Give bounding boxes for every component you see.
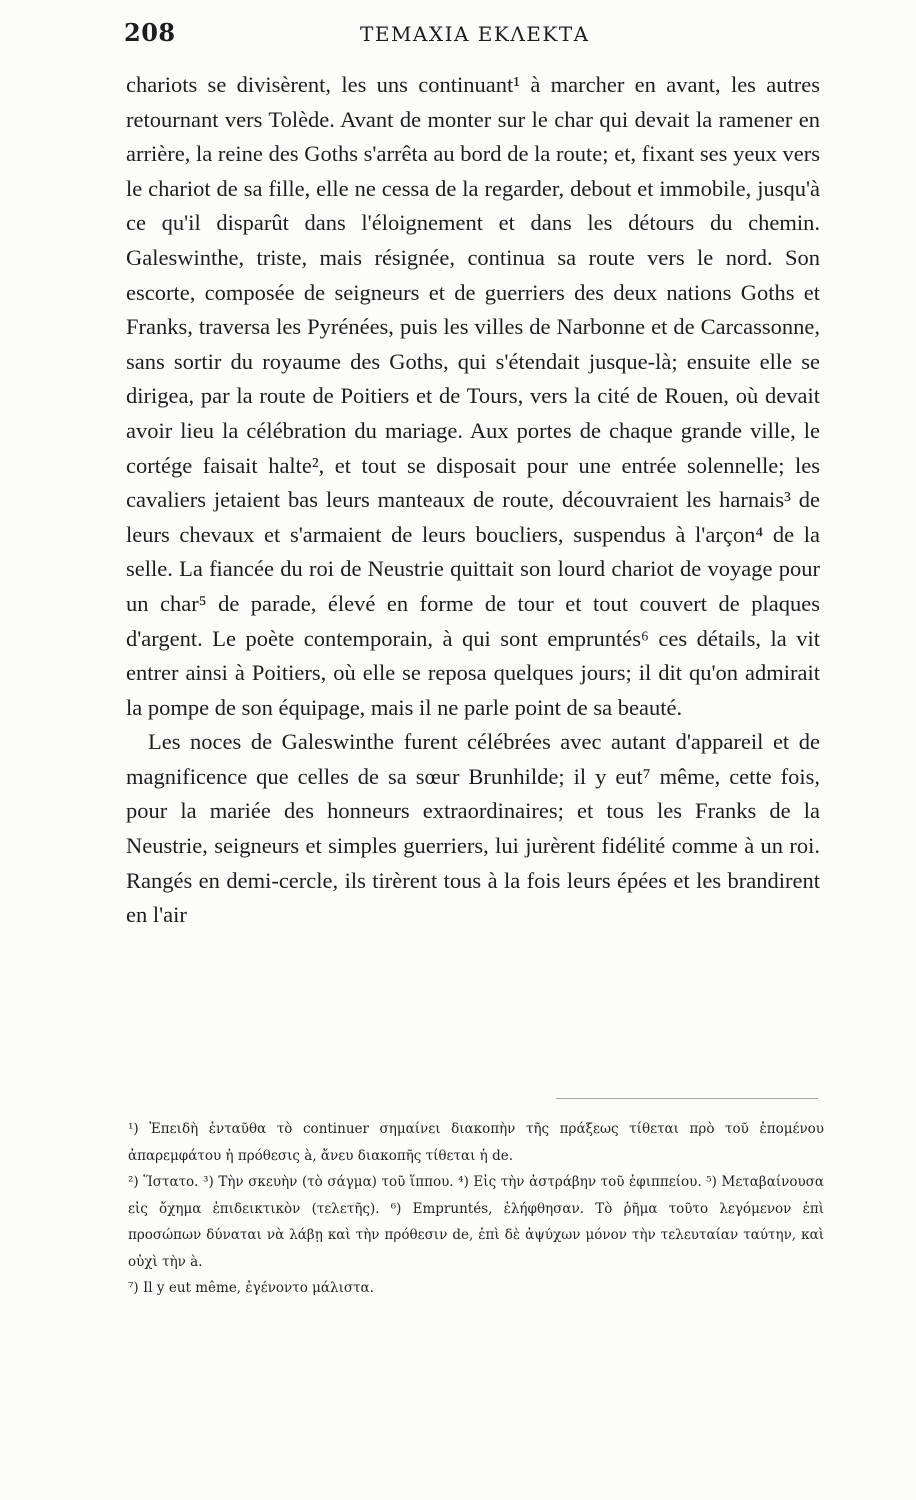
paragraph: chariots se divisèrent, les uns continuant¹ à marcher en avant, les autres retournant vers Tolède. Avant de monter sur le char qui devait la ramener en arrière, la reine des Goths s'arrêta au bord de la route; et, fixant ses yeux vers le chariot de sa fille, elle ne cessa de la regarder, debout et immobile, jusqu'à ce qu'il disparût dans l'éloignement et dans les détours du chemin. Galeswinthe, triste, mais résignée, continua sa route vers le nord. Son escorte, composée de seigneurs et de guerriers des deux nations Goths et Franks, traversa les Pyrénées, puis les villes de Narbonne et de Carcassonne, sans sortir du royaume des Goths, qui s'étendait jusque-là; ensuite elle se dirigea, par la route de Poitiers et de Tours, vers la cité de Rouen, où devait avoir lieu la célébration du mariage. Aux portes de chaque grande ville, le cortége faisait halte², et tout se disposait pour une entrée solennelle; les cavaliers jetaient bas leurs manteaux de route, découvraient les harnais³ de leurs chevaux et s'armaient de leurs boucliers, suspendus à l'arçon⁴ de la selle. La fiancée du roi de Neustrie quittait son lourd chariot de voyage pour un char⁵ de parade, élevé en forme de tour et tout couvert de plaques d'argent. Le poète contemporain, à qui sont empruntés⁶ ces détails, la vit entrer ainsi à Poitiers, où elle se reposa quelques jours; il dit qu'on admirait la pompe de son équipage, mais il ne parle point de sa beauté. <box>126 72 820 720</box>
footnote: ⁷) Il y eut même, ἐγένοντο μάλιστα. <box>128 1280 374 1296</box>
footnote-rule <box>556 1098 818 1099</box>
page-number: 208 <box>124 18 176 47</box>
paragraph: Les noces de Galeswinthe furent célébrées avec autant d'appareil et de magnificence que celles de sa sœur Brunhilde; il y eut⁷ même, cette fois, pour la mariée des honneurs extraordinaires; et tous les Franks de la Neustrie, seigneurs et simples guerriers, lui jurèrent fidélité comme à un roi. Rangés en demi-cercle, ils tirèrent tous à la fois leurs épées et les brandirent en l'air <box>126 729 820 928</box>
footnotes <box>128 1116 824 1302</box>
footnote: ²) Ἵστατο. ³) Τὴν σκευὴν (τὸ σάγμα) τοῦ ἵππου. ⁴) Εἰς τὴν ἀστράβην τοῦ ἐφιππείου. ⁵) Μεταβαίνουσα εἰς ὄχημα ἐπιδεικτικὸν (τελετῆς). ⁶) Empruntés, ἐλήφθησαν. Τὸ ῥῆμα τοῦτο λεγόμενον ἐπὶ προσώπων δύναται νὰ λάβῃ καὶ τὴν πρόθεσιν de, ἐπὶ δὲ ἀψύχων μόνον τὴν τελευταίαν ταύτην, καὶ οὐχὶ τὴν à. <box>128 1174 824 1270</box>
main-text <box>126 68 820 933</box>
footnote: ¹) Ἐπειδὴ ἐνταῦθα τὸ continuer σημαίνει διακοπὴν τῆς πράξεως τίθεται πρὸ τοῦ ἑπομένου ἀπαρεμφάτου ἡ πρόθεσις à, ἄνευ διακοπῆς τίθεται ἡ de. <box>128 1121 824 1164</box>
running-head: ΤΕΜΑΧΙΑ ΕΚΛΕΚΤΑ <box>360 22 590 46</box>
